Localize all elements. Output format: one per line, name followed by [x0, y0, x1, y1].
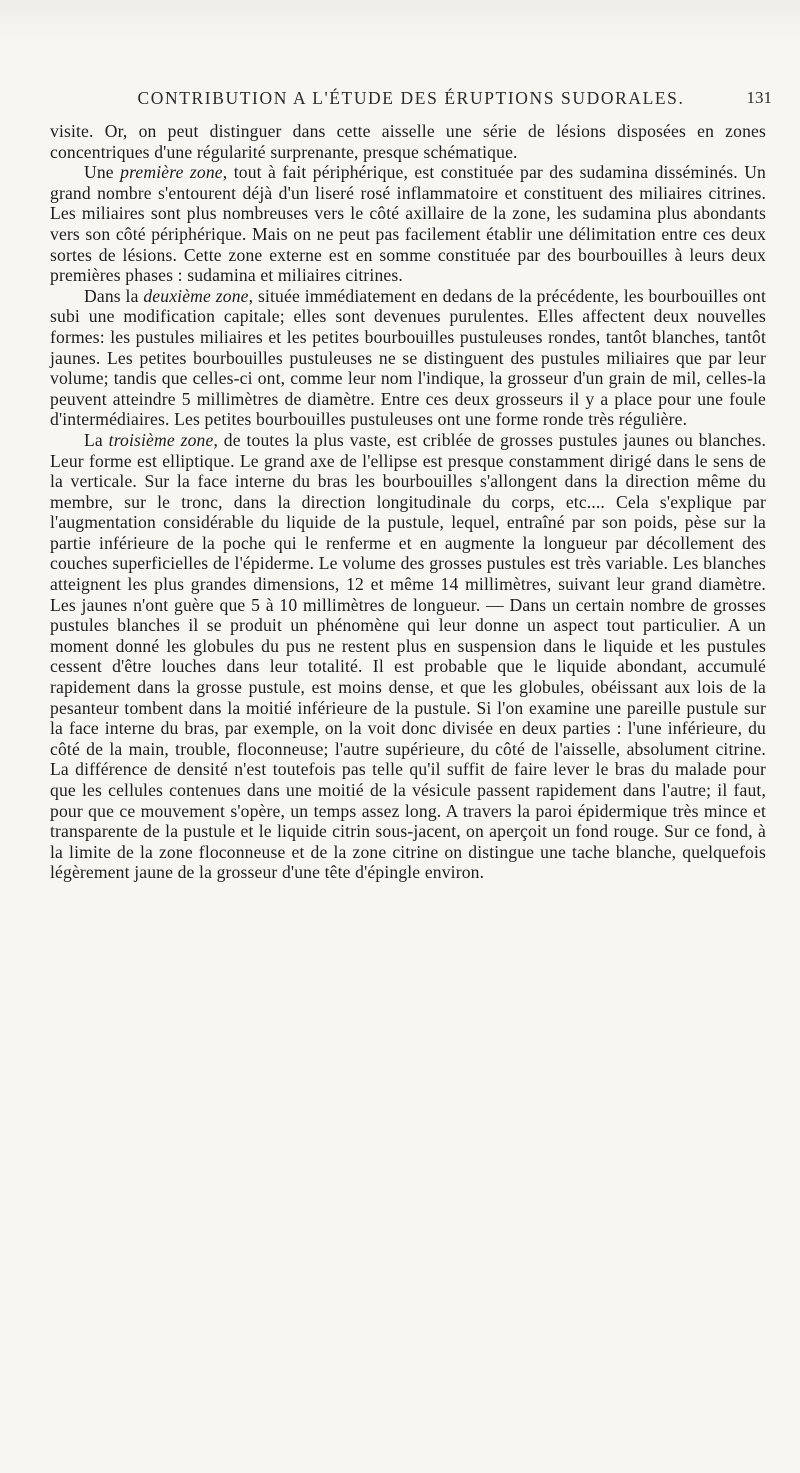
running-title: CONTRIBUTION A L'ÉTUDE DES ÉRUPTIONS SUDORALES.: [137, 88, 685, 108]
body-text: [50, 121, 766, 883]
paragraph-first-zone: Une première zone, tout à fait périphérique, est constituée par des sudamina disséminés. Un grand nombre s'entourent déjà d'un liseré rosé inflammatoire et constituent des miliaires citrines. Les miliaires sont plus nombreuses vers le côté axillaire de la zone, les sudamina plus abondants vers son côté périphérique. Mais on ne peut pas facilement établir une délimitation entre ces deux sortes de lésions. Cette zone externe est en somme constituée par des bourbouilles à leurs deux premières phases : sudamina et miliaires citrines.: [50, 162, 767, 286]
emphasis-third-zone: troisième zone: [108, 429, 214, 450]
paragraph-text: visite. Or, on peut distinguer dans cette aisselle une série de lésions disposées en zones concentriques d'une régularité surprenante, presque schématique.: [50, 121, 766, 162]
emphasis-second-zone: deuxième zone: [143, 285, 249, 306]
paragraph-third-zone: La troisième zone, de toutes la plus vaste, est criblée de grosses pustules jaunes ou blanches. Leur forme est elliptique. Le grand axe de l'ellipse est presque constamment dirigé dans le sens de la verticale. Sur la face interne du bras les bourbouilles s'allongent dans la direction même du membre, sur le tronc, dans la direction longitudinale du corps, etc.... Cela s'explique par l'augmentation considérable du liquide de la pustule, lequel, entraîné par son poids, pèse sur la partie inférieure de la poche qui le renferme et en augmente la longueur par décollement des couches superficielles de l'épiderme. Le volume des grosses pustules est très variable. Les blanches atteignent les plus grandes dimensions, 12 et même 14 millimètres, suivant leur grand diamètre. Les jaunes n'ont guère que 5 à 10 millimètres de longueur. — Dans un certain nombre de grosses pustules blanches il se produit un phénomène qui leur donne un aspect tout particulier. A un moment donné les globules du pus ne restent plus en suspension dans le liquide et les pustules cessent d'être louches dans leur totalité. Il est probable que le liquide abondant, accumulé rapidement dans la grosse pustule, est moins dense, et que les globules, obéissant aux lois de la pesanteur tombent dans la moitié inférieure de la pustule. Si l'on examine une pareille pustule sur la face interne du bras, par exemple, on la voit donc divisée en deux parties : l'une inférieure, du côté de la main, trouble, floconneuse; l'autre supérieure, du côté de l'aisselle, absolument citrine. La différence de densité n'est toutefois pas telle qu'il suffit de faire lever le bras du malade pour que les cellules contenues dans une moitié de la vésicule passent rapidement dans l'autre; il faut, pour que ce mouvement s'opère, un temps assez long. A travers la paroi épidermique très mince et transparente de la pustule et le liquide citrin sous-jacent, on aperçoit un fond rouge. Sur ce fond, à la limite de la zone floconneuse et de la zone citrine on distingue une tache blanche, quelquefois légèrement jaune de la grosseur d'une tête d'épingle environ.: [50, 429, 766, 883]
paragraph-second-zone: Dans la deuxième zone, située immédiatement en dedans de la précédente, les bourbouilles ont subi une modification capitale; elles sont devenues purulentes. Elles affectent deux nouvelles formes: les pustules miliaires et les petites bourbouilles pustuleuses rondes, tantôt blanches, tantôt jaunes. Les petites bourbouilles pustuleuses ne se distinguent des pustules miliaires que par leur volume; tandis que celles-ci ont, comme leur nom l'indique, la grosseur d'un grain de mil, celles-la peuvent atteindre 5 millimètres de diamètre. Entre ces deux grosseurs il y a place pour une foule d'intermédiaires. Les petites bourbouilles pustuleuses ont une forme ronde très régulière.: [50, 285, 766, 430]
page-number: 131: [746, 88, 772, 107]
running-head: [120, 88, 772, 114]
paragraph-continuation: [50, 121, 766, 162]
emphasis-first-zone: première zone: [120, 162, 223, 183]
